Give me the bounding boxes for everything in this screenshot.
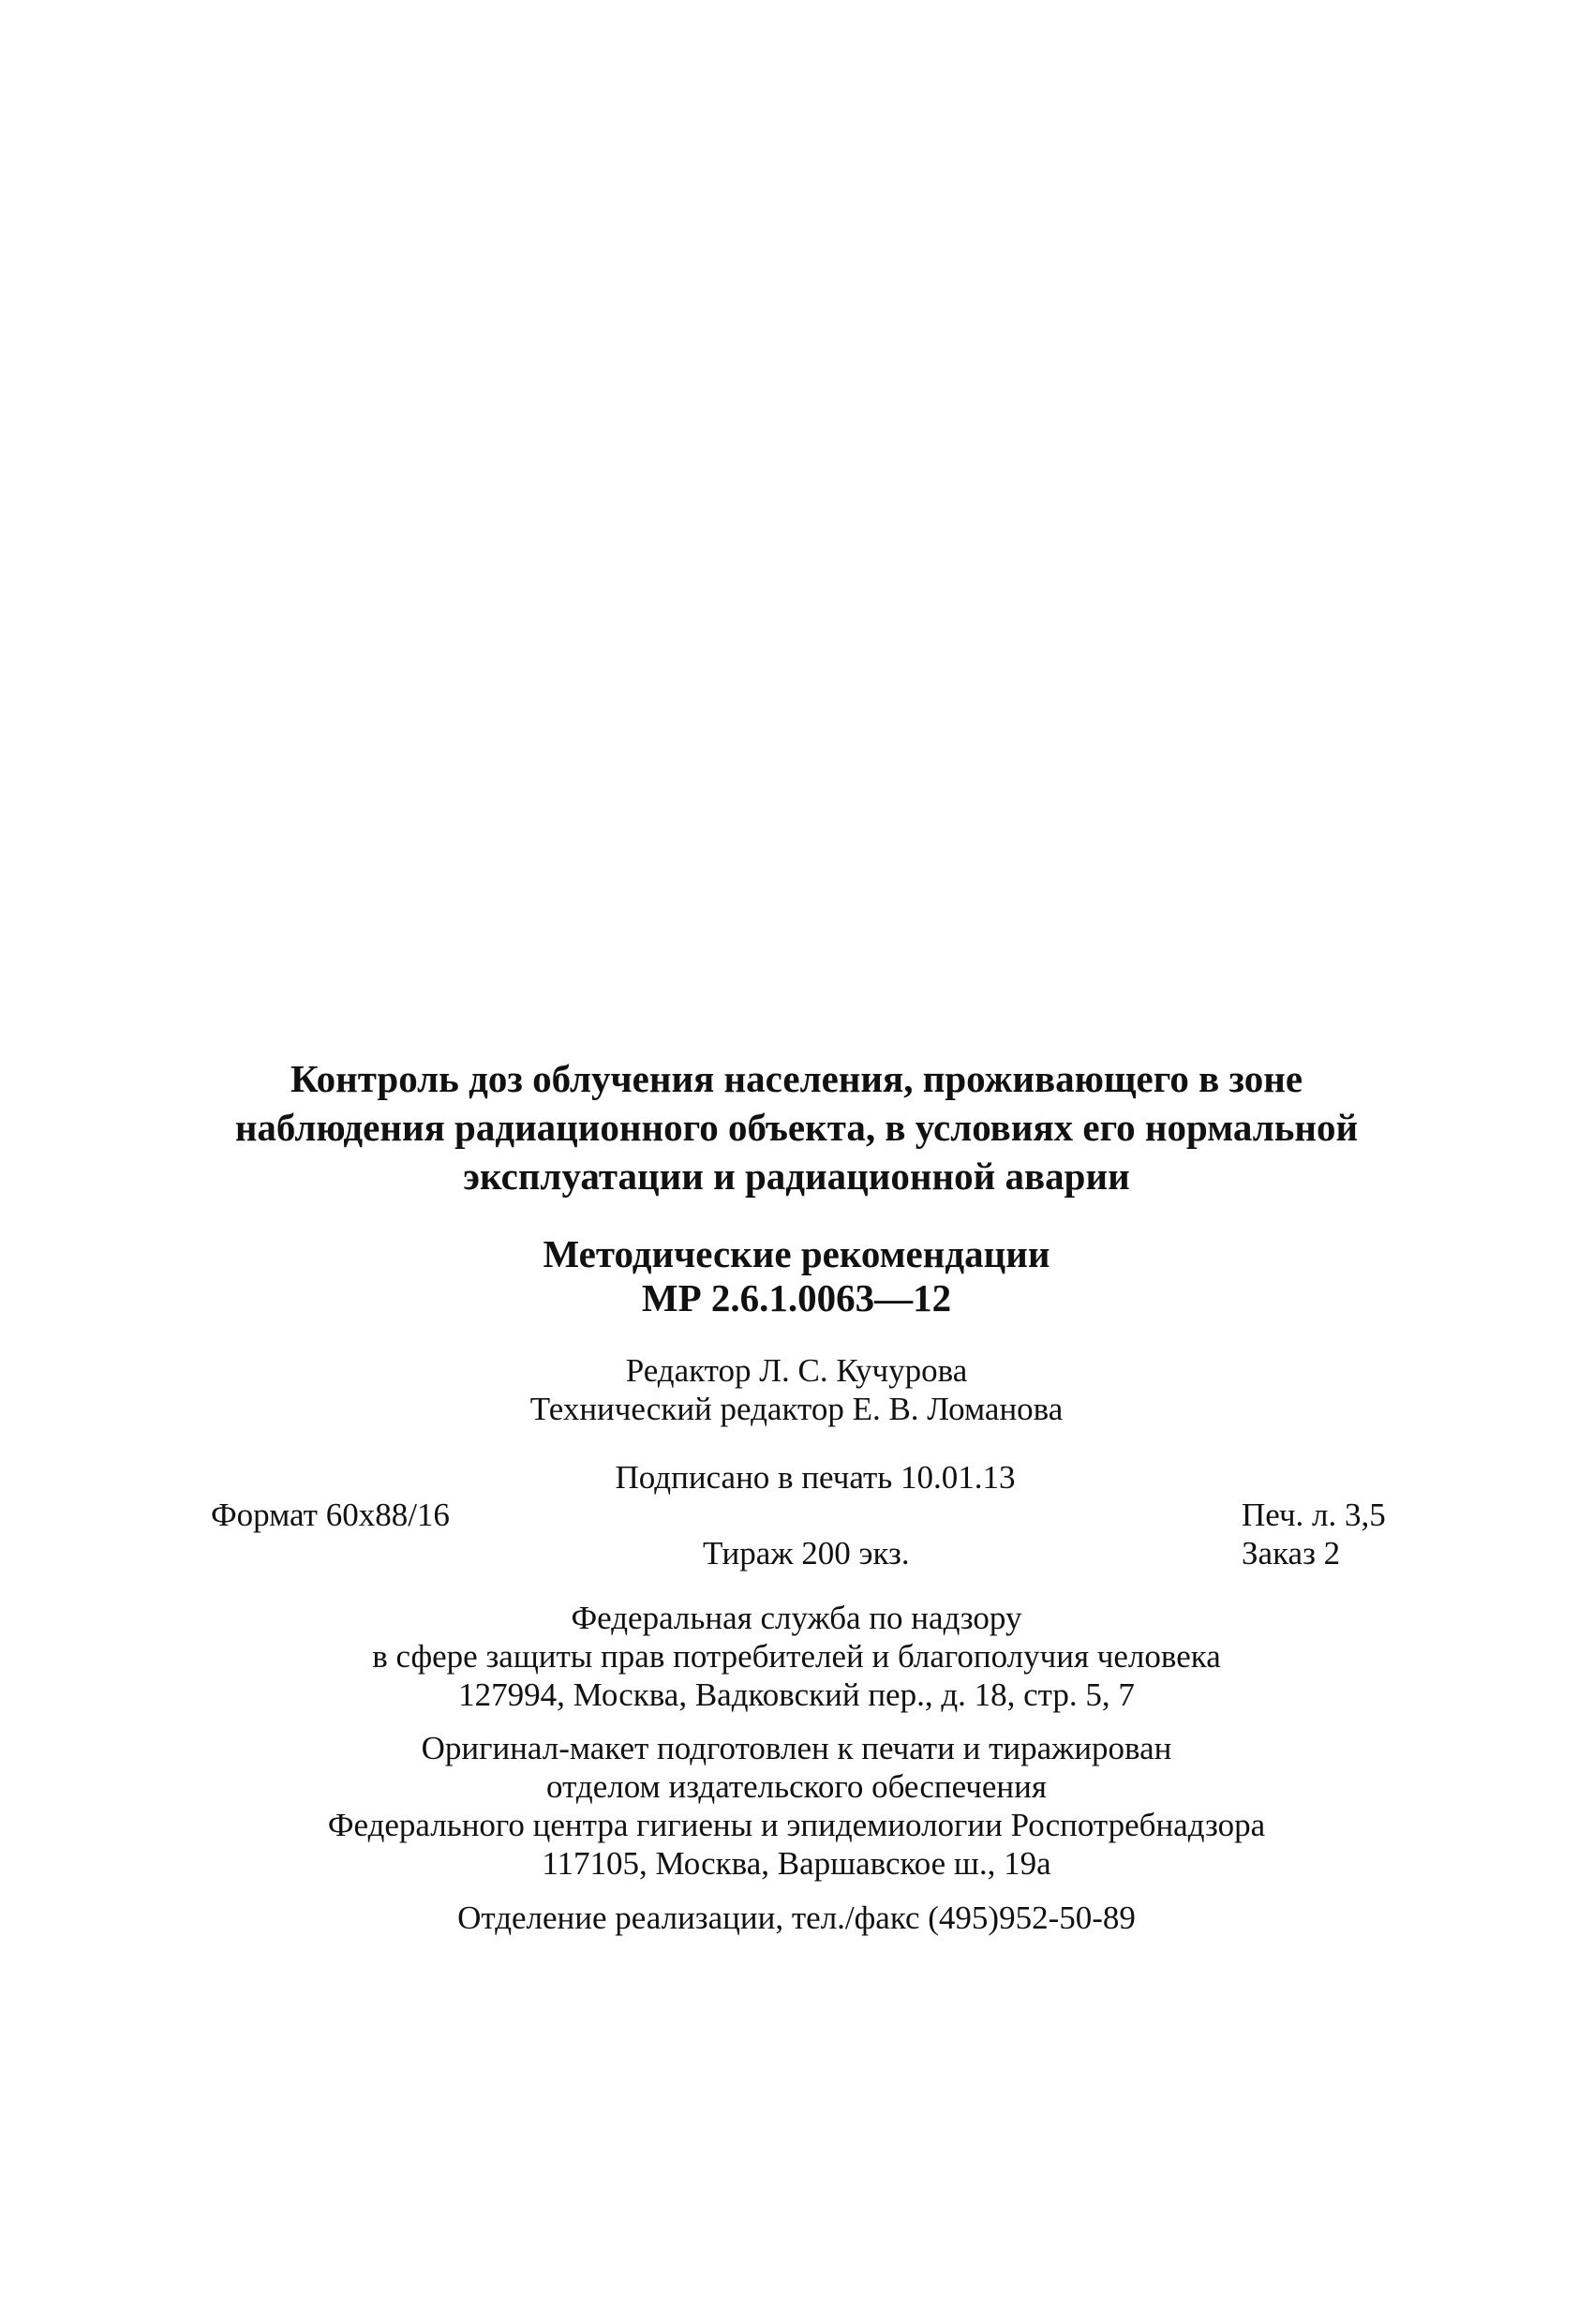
paper-format: Формат 60x88/16 bbox=[211, 1497, 450, 1533]
document-type: Методические рекомендации bbox=[543, 1232, 1050, 1275]
signed-for-print: Подписано в печать 10.01.13 bbox=[615, 1459, 1016, 1496]
title-line: наблюдения радиационного объекта, в условиях его нормальной bbox=[234, 1106, 1359, 1149]
editor-name: Редактор Л. С. Кучурова bbox=[625, 1352, 968, 1389]
editors-block bbox=[0, 1351, 1593, 1428]
publisher-block bbox=[0, 1599, 1593, 1714]
original-layout-block bbox=[0, 1729, 1593, 1883]
title-line: эксплуатации и радиационной аварии bbox=[463, 1155, 1130, 1198]
original-layout-address: 117105, Москва, Варшавское ш., 19а bbox=[542, 1845, 1051, 1882]
document-title bbox=[0, 1054, 1593, 1200]
original-layout-line: Федерального центра гигиены и эпидемиологии Роспотребнадзора bbox=[327, 1807, 1266, 1843]
document-code: МР 2.6.1.0063—12 bbox=[641, 1276, 952, 1319]
original-layout-line: отделом издательского обеспечения bbox=[546, 1768, 1047, 1805]
print-sheets: Печ. л. 3,5 bbox=[1242, 1497, 1386, 1533]
document-subtitle bbox=[0, 1232, 1593, 1320]
publisher-line: в сфере защиты прав потребителей и благополучия человека bbox=[372, 1638, 1221, 1675]
order-number: Заказ 2 bbox=[1242, 1535, 1341, 1572]
sales-contact: Отделение реализации, тел./факс (495)952-50-89 bbox=[457, 1899, 1136, 1936]
original-layout-line: Оригинал-макет подготовлен к печати и тиражирован bbox=[421, 1730, 1172, 1766]
publisher-line: Федеральная служба по надзору bbox=[571, 1600, 1022, 1636]
title-line: Контроль доз облучения населения, проживающего в зоне bbox=[290, 1057, 1303, 1100]
publisher-address: 127994, Москва, Вадковский пер., д. 18, стр. 5, 7 bbox=[458, 1676, 1135, 1713]
print-run: Тираж 200 экз. bbox=[703, 1535, 910, 1572]
tech-editor-name: Технический редактор Е. В. Ломанова bbox=[529, 1391, 1064, 1427]
